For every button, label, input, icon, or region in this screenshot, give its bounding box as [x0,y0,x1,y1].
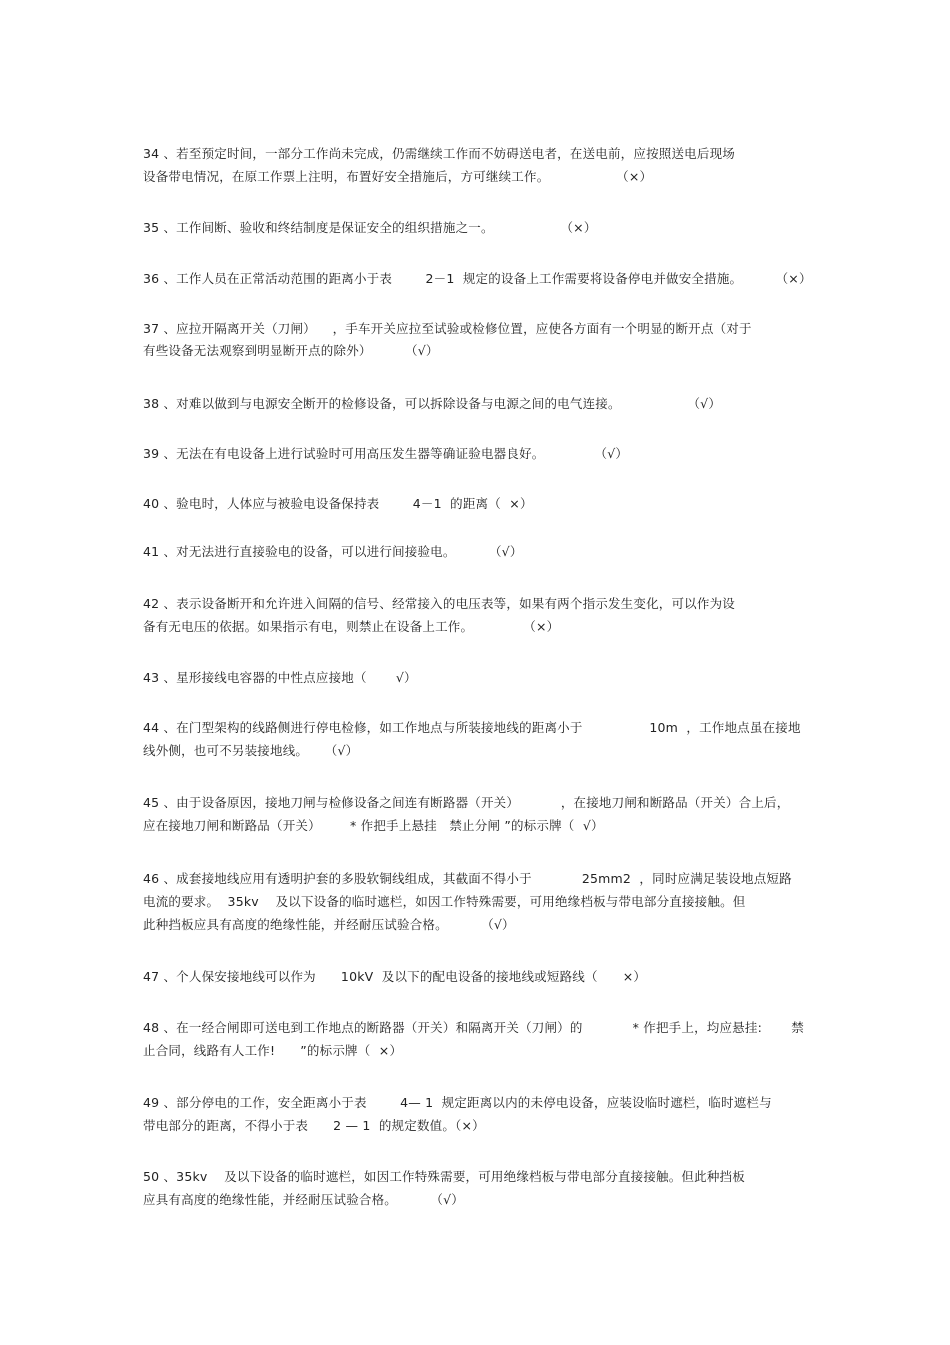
question-43-line-1: 43 、星形接线电容器的中性点应接地（ √） [143,670,417,685]
question-37-line-1: 37 、应拉开隔离开关（刀闸） ，手车开关应拉至试验或检修位置，应使各方面有一个明显的断开点（对于 [143,321,752,336]
question-47-line-1: 47 、个人保安接地线可以作为 10kV 及以下的配电设备的接地线或短路线（ ×） [143,969,647,984]
question-34-line-1: 34 、若至预定时间，一部分工作尚未完成，仍需继续工作而不妨碍送电者，在送电前，应按照送电后现场 [143,146,735,161]
question-37-line-2: 有些设备无法观察到明显断开点的除外） （√） [143,343,439,358]
question-38-line-1: 38 、对难以做到与电源安全断开的检修设备，可以拆除设备与电源之间的电气连接。 （√） [143,396,722,411]
question-42-line-2: 备有无电压的依据。如果指示有电，则禁止在设备上工作。 （×） [143,619,560,634]
question-35-line-1: 35 、工作间断、验收和终结制度是保证安全的组织措施之一。 （×） [143,220,597,235]
question-39-line-1: 39 、无法在有电设备上进行试验时可用高压发生器等确证验电器良好。 （√） [143,446,629,461]
question-36-line-1: 36 、工作人员在正常活动范围的距离小于表 2－1 规定的设备上工作需要将设备停电并做安全措施。 （×） [143,271,812,286]
question-44-line-2: 线外侧，也可不另装接地线。 （√） [143,743,359,758]
question-45-line-2: 应在接地刀闸和断路品（开关） * 作把手上悬挂 禁止分闸 ”的标示牌（ √） [143,818,604,833]
question-48-line-2: 止合同，线路有人工作! ”的标示牌（ ×） [143,1043,403,1058]
question-44-line-1: 44 、在门型架构的线路侧进行停电检修，如工作地点与所装接地线的距离小于 10m ，工作地点虽在接地 [143,720,801,735]
question-49-line-2: 带电部分的距离，不得小于表 2 — 1 的规定数值。（×） [143,1118,485,1133]
question-46-line-3: 此种挡板应具有高度的绝缘性能，并经耐压试验合格。 （√） [143,917,515,932]
question-46-line-2: 电流的要求。 35kv 及以下设备的临时遮栏，如因工作特殊需要，可用绝缘档板与带电部分直接接触。但 [143,894,746,909]
question-50-line-2: 应具有高度的绝缘性能，并经耐压试验合格。 （√） [143,1192,464,1207]
question-40-line-1: 40 、验电时，人体应与被验电设备保持表 4－1 的距离（ ×） [143,496,533,511]
question-50-line-1: 50 、35kv 及以下设备的临时遮栏，如因工作特殊需要，可用绝缘档板与带电部分直接接触。但此种挡板 [143,1169,745,1184]
question-34-line-2: 设备带电情况，在原工作票上注明，布置好安全措施后，方可继续工作。 （×） [143,169,653,184]
question-48-line-1: 48 、在一经合闸即可送电到工作地点的断路器（开关）和隔离开关（刀闸）的 * 作把手上，均应悬挂: 禁 [143,1020,804,1035]
question-46-line-1: 46 、成套接地线应用有透明护套的多股软铜线组成，其截面不得小于 25mm2 ，同时应满足装设地点短路 [143,871,792,886]
question-42-line-1: 42 、表示设备断开和允许进入间隔的信号、经常接入的电压表等，如果有两个指示发生变化，可以作为设 [143,596,735,611]
question-45-line-1: 45 、由于设备原因，接地刀闸与检修设备之间连有断路器（开关） ，在接地刀闸和断路品（开关）合上后， [143,795,790,810]
question-49-line-1: 49 、部分停电的工作，安全距离小于表 4— 1 规定距离以内的未停电设备，应装设临时遮栏，临时遮栏与 [143,1095,772,1110]
question-41-line-1: 41 、对无法进行直接验电的设备，可以进行间接验电。 （√） [143,544,523,559]
